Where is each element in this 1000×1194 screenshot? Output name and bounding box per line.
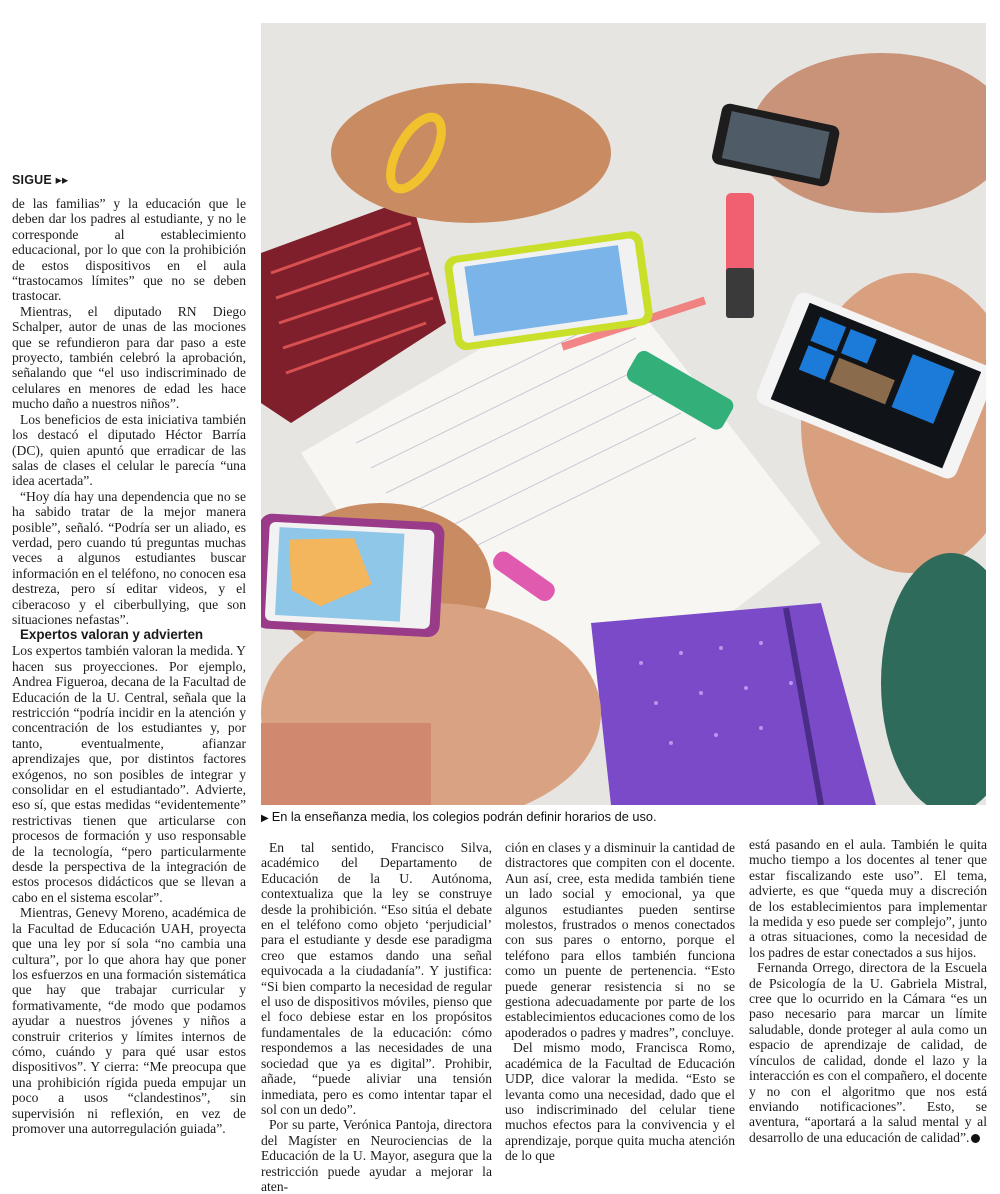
article-paragraph: está pasando en el aula. También le quita mucho tiempo a los docentes al tener que estar fiscalizando este uso”. El tema, advierte, es que “queda muy a discreción de los establecimientos para implementar la medida y eso puede ser complejo”, junto a otras situaciones, como la necesidad de los padres de estar conectados a sus hijos. [749,837,987,960]
end-of-article-icon [971,1134,980,1143]
students-phones-illustration [261,23,986,805]
caption-marker-icon: ▶ [261,813,269,824]
article-column-1 [261,840,492,1194]
caption-text: En la enseñanza media, los colegios podrán definir horarios de uso. [271,809,657,824]
article-paragraph: En tal sentido, Francisco Silva, académico del Departamento de Educación de la U. Autónoma, contextualiza que la ley se construye desde la prohibición. “Eso sitúa el debate en el teléfono como objeto ‘perjudicial’ para el estudiante y desde ese paradigma creo que estamos dando una señal equivocada a la ciudadanía”. Y justifica: “Si bien comparto la necesidad de regular el uso de dispositivos móviles, pienso que el foco debiese estar en los propósitos fundamentales de la educación: cómo respondemos a las necesidades de una sociedad que ya es digital”. Prohibir, añade, “puede aliviar una tensión inmediata, pero es como intentar tapar el sol con un dedo”. [261,840,492,1117]
article-paragraph: de las familias” y la educación que le deben dar los padres al estudiante, y no le corresponde al establecimiento educacional, por lo que con la prohibición de estos dispositivos en el aula “trastocamos límites” que no se deben trastocar. [12,196,246,304]
article-paragraph: Los beneficios de esta iniciativa también los destacó el diputado Héctor Barría (DC), quien apuntó que erradicar de las salas de clases el celular le parecía “una idea acertada”. [12,411,246,489]
article-paragraph: ción en clases y a disminuir la cantidad de distractores que compiten con el docente. Aun así, cree, esta medida también tiene un lado social y emocional, ya que algunos estudiantes pueden sentirse molestos, frustrados o menos conectados con sus pares o entorno, porque el teléfono para ellos también funciona como un puente de pertenencia. “Esto puede generar resistencia si no se gestiona adecuadamente por parte de los establecimientos educaciones como de los apoderados o padres y madres”, concluye. [505,840,735,1040]
article-paragraph: Los expertos también valoran la medida. Y hacen sus proyecciones. Por ejemplo, Andrea Figueroa, decana de la Facultad de Educación de la U. Central, señala que la restricción “podría incidir en la atención y concentración de los estudiantes y, por tanto, eventualmente, afianzar aprendizajes que, por distintos factores exógenos, no son posibles de integrar y consolidar en el estudiantado”. Advierte, eso sí, que estas medidas “evidentemente” restrictivas tienen que articularse con procesos de formación y uso responsable de la tecnología, “pero particularmente desde la perspectiva de la integración de estos procesos didácticos que se llevan a cabo en el sistema escolar”. [12,643,246,905]
article-column-3 [749,837,987,1145]
closing-paragraph-text: Fernanda Orrego, directora de la Escuela de Psicología de la U. Gabriela Mistral, cree que lo ocurrido en la Cámara “es un paso necesario para marcar un límite saludable, donde proteger al aula como un espacio de aprendizaje de calidad, de vínculos de calidad, donde el lazo y la interacción es con el compañero, el docente y no con el algoritmo que nos está enviando notificaciones”. Esto, se aventura, “aportará a la salud mental y al desarrollo de una educación de calidad”. [749,960,987,1145]
photo-caption [261,809,986,826]
article-paragraph: Por su parte, Verónica Pantoja, directora del Magíster en Neurociencias de la Educación de la U. Mayor, asegura que la restricción puede ayudar a mejorar la aten- [261,1117,492,1194]
continuation-marker: SIGUE ▸▸ [12,173,69,187]
section-subhead: Expertos valoran y advierten [20,627,204,643]
article-paragraph: Mientras, Genevy Moreno, académica de la Facultad de Educación UAH, proyecta que una ley por sí sola “no cambia una cultura”, por lo que ahora hay que poner los esfuerzos en una formación sistemática que hay que trabajar curricular y formativamente, “de modo que podamos ayudar a nuestros jóvenes y niños a construir criterios y límites internos de cómo, cuándo y para qué usar estos dispositivos”. Y cierra: “Me preocupa que una prohibición rígida pueda empujar un poco a usos “clandestinos”, sin supervisión ni reflexión, en vez de promover una autorregulación guiada”. [12,905,246,1136]
article-paragraph: Mientras, el diputado RN Diego Schalper, autor de unas de las mociones que se refundieron para dar paso a este proyecto, también celebró la aprobación, señalando que “el uso indiscriminado de celulares en menores de edad les hace mucho daño a nuestros niños”. [12,303,246,412]
article-column-2 [505,840,735,1164]
left-column [12,196,246,1136]
article-paragraph: Del mismo modo, Francisca Romo, académica de la Facultad de Educación UDP, dice valorar la medida. “Esto se levanta como una necesidad, dado que el uso indiscriminado del celular tiene muchos efectos para la convivencia y el aprendizaje, porque quita mucha atención de lo que [505,1040,735,1164]
article-paragraph: “Hoy día hay una dependencia que no se ha sabido tratar de la mejor manera posible”, señaló. “Podría ser un aliado, es verdad, pero cuando tú preguntas muchas veces a algunos estudiantes buscar información en el teléfono, no conocen esa destreza, pero sí editar videos, y el ciberacoso y el ciberbullying, que son situaciones nefastas”. [12,488,246,627]
article-photo [261,23,986,805]
article-paragraph [749,960,987,1145]
